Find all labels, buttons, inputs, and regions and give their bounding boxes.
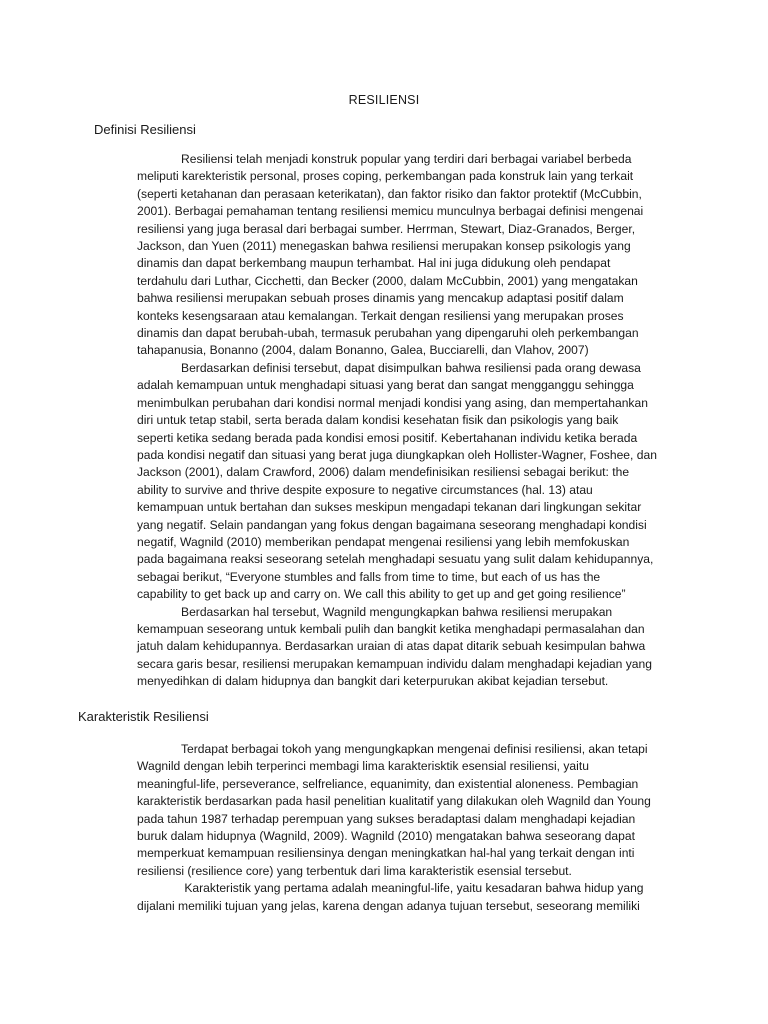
text-line: Jackson (2001), dalam Crawford, 2006) dalam mendefinisikan resiliensi sebagai berikut: the — [137, 465, 630, 480]
text-line: karakteristik berdasarkan pada hasil penelitian kualitatif yang dilakukan oleh Wagnild dan Young — [137, 794, 651, 809]
text-line: resiliensi (resilience core) yang terbentuk dari lima karakteristik esensial tersebut. — [137, 863, 572, 878]
text-line: kemampuan untuk bertahan dan sukses meskipun mengadapi tekanan dari lingkungan sekitar — [137, 500, 642, 515]
text-line: adalah kemampuan untuk menghadapi situasi yang berat dan sangat mengganggu sehingga — [137, 378, 634, 393]
document-title: RESILIENSI — [348, 93, 420, 107]
text-line: capability to get back up and carry on. We call this ability to get up and get going resilience” — [137, 587, 626, 602]
section-body-definisi — [137, 151, 677, 691]
text-line-content: Berdasarkan hal tersebut, Wagnild mengungkapkan bahwa resiliensi merupakan — [181, 604, 613, 619]
text-line: (seperti ketahanan dan perasaan keterikatan), dan faktor risiko dan faktor protektif (McCubbin, — [137, 186, 642, 201]
text-line: resiliensi yang juga berasal dari berbagai sumber. Herrman, Stewart, Diaz-Granados, Berger, — [137, 221, 636, 236]
paragraph — [137, 880, 677, 915]
text-line: yang negatif. Selain pandangan yang fokus dengan bagaimana seseorang menghadapi kondisi — [137, 517, 647, 532]
text-line: pada kondisi negatif dan situasi yang berat juga diungkapkan oleh Hollister-Wagner, Foshee, dan — [137, 447, 657, 462]
text-line: kemampuan seseorang untuk kembali pulih dan bangkit ketika menghadapi permasalahan dan — [137, 621, 645, 636]
paragraph — [137, 151, 677, 360]
section-body-karakteristik — [137, 741, 677, 915]
text-line: dijalani memiliki tujuan yang jelas, karena dengan adanya tujuan tersebut, seseorang memiliki — [137, 898, 640, 913]
text-line: tahapanusia, Bonanno (2004, dalam Bonanno, Galea, Bucciarelli, dan Vlahov, 2007) — [137, 343, 589, 358]
text-line: bahwa resiliensi merupakan sebuah proses dinamis yang mencakup adaptasi positif dalam — [137, 291, 624, 306]
text-line: konteks kesengsaraan atau kemalangan. Terkait dengan resiliensi yang merupakan proses — [137, 308, 624, 323]
text-line: dinamis dan dapat berubah-ubah, termasuk perubahan yang dipengaruhi oleh perkembangan — [137, 326, 639, 341]
text-line: meliputi karekteristik personal, proses coping, perkembangan pada konstruk lain yang terkait — [137, 169, 634, 184]
section-heading-definisi: Definisi Resiliensi — [94, 122, 196, 137]
text-line-content: Terdapat berbagai tokoh yang mengungkapkan mengenai definisi resiliensi, akan tetapi — [181, 742, 648, 756]
text-line: menimbulkan perubahan dari kondisi normal menjadi kondisi yang asing, dan mempertahankan — [137, 395, 648, 410]
text-line: sebagai berikut, “Everyone stumbles and falls from time to time, but each of us has the — [137, 569, 601, 584]
text-line: jatuh dalam kehidupannya. Berdasarkan uraian di atas dapat ditarik sebuah kesimpulan bahwa — [137, 639, 646, 654]
paragraph — [137, 604, 677, 691]
text-line: menyedihkan di dalam hidupnya dan bangkit dari keterpurukan akibat kejadian tersebut. — [137, 674, 609, 689]
text-line: pada tahun 1987 terhadap perempuan yang sukses beradaptasi dalam menghadapi kejadian — [137, 811, 636, 826]
text-line-content: Berdasarkan definisi tersebut, dapat disimpulkan bahwa resiliensi pada orang dewasa — [181, 360, 641, 375]
text-line — [137, 151, 677, 168]
text-line — [137, 360, 677, 377]
text-line: negatif, Wagnild (2010) memberikan pendapat mengenai resiliensi yang lebih memfokuskan — [137, 534, 630, 549]
text-line: buruk dalam hidupnya (Wagnild, 2009). Wagnild (2010) mengatakan bahwa seseorang dapat — [137, 829, 635, 844]
section-heading-karakteristik: Karakteristik Resiliensi — [78, 709, 209, 724]
text-line: ability to survive and thrive despite exposure to negative circumstances (hal. 13) atau — [137, 482, 593, 497]
paragraph — [137, 360, 677, 604]
text-line: Wagnild dengan lebih terperinci membagi lima karakterisktik esensial resiliensi, yaitu — [137, 759, 589, 774]
text-line: meaningful-life, perseverance, selfreliance, equanimity, dan existential aloneness. Pembagian — [137, 776, 639, 791]
text-line: pada bagaimana reaksi seseorang setelah menghadapi sesuatu yang sulit dalam kehidupannya, — [137, 552, 654, 567]
text-line: terdahulu dari Luthar, Cicchetti, dan Becker (2000, dalam McCubbin, 2001) yang mengatakan — [137, 273, 638, 288]
text-line-content: Karakteristik yang pertama adalah meaningful-life, yaitu kesadaran bahwa hidup yang — [181, 881, 644, 896]
text-line: Jackson, dan Yuen (2011) menegaskan bahwa resiliensi merupakan konsep psikologis yang — [137, 239, 631, 254]
paragraph — [137, 741, 677, 880]
text-line: secara garis besar, resiliensi merupakan kemampuan individu dalam menghadapi kejadian yang — [137, 656, 652, 671]
text-line: dinamis dan dapat berkembang maupun terhambat. Hal ini juga didukung oleh pendapat — [137, 256, 611, 271]
text-line — [137, 604, 677, 621]
text-line-content: Resiliensi telah menjadi konstruk popular yang terdiri dari berbagai variabel berbeda — [181, 152, 632, 166]
text-line: memperkuat kemampuan resiliensinya dengan meningkatkan hal-hal yang terkait dengan inti — [137, 846, 635, 861]
text-line: diri untuk tetap stabil, serta berada dalam kondisi kesehatan fisik dan psikologis yang baik — [137, 413, 619, 428]
text-line: seperti ketika sedang berada pada kondisi emosi positif. Kebertahanan individu ketika berada — [137, 430, 638, 445]
text-line — [137, 741, 677, 758]
text-line: 2001). Berbagai pemahaman tentang resiliensi memicu munculnya berbagai definisi mengenai — [137, 204, 644, 219]
text-line — [137, 880, 677, 897]
